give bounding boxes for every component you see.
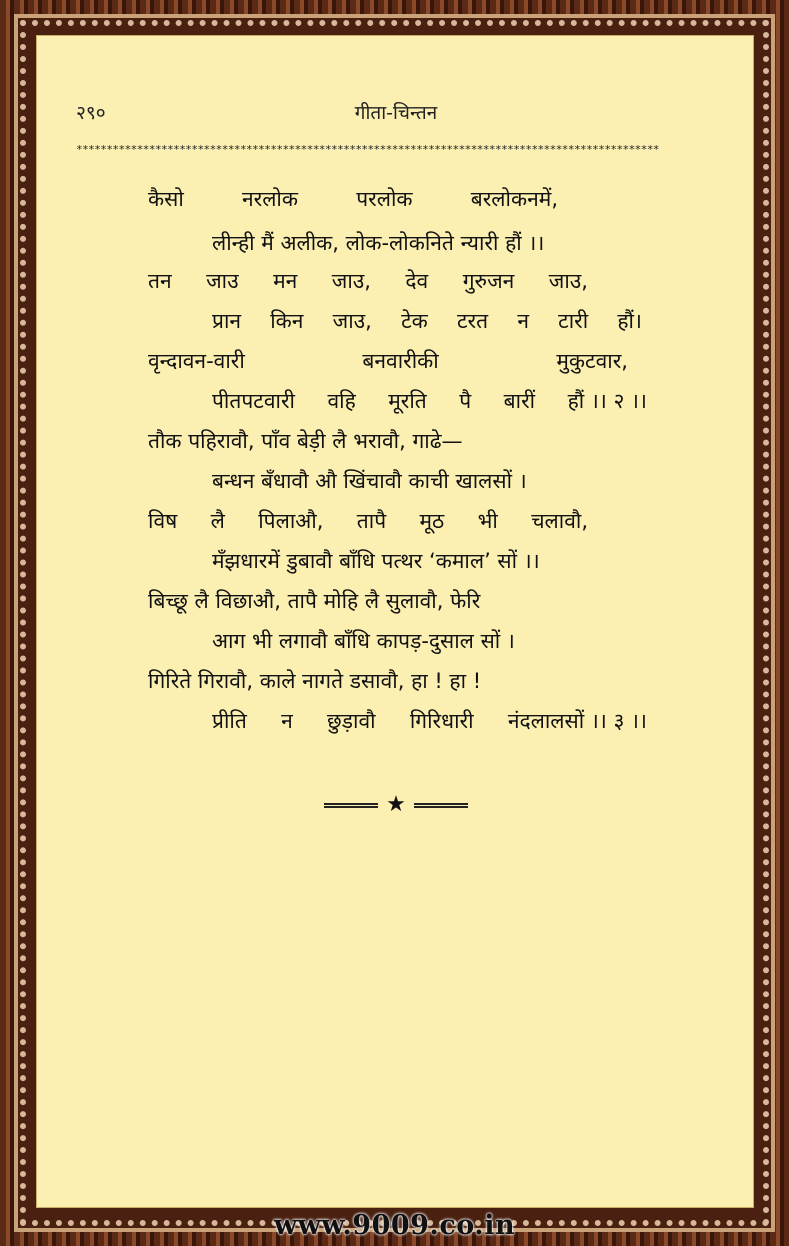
poem-word: न (281, 709, 293, 733)
poem-word: गुरुजन (462, 269, 515, 293)
poem-word: हौं। (617, 309, 642, 333)
poem-word: पीतपटवारी (212, 389, 295, 413)
poem-word: भी (477, 509, 498, 533)
website-watermark: www.9009.co.in (273, 1210, 516, 1241)
poem-word: पिलाऔ, (258, 509, 324, 533)
poem-line (148, 667, 588, 695)
poem-word: टारी (558, 309, 589, 333)
poem-word: टेक (401, 309, 428, 333)
poem-word: वहि (327, 389, 356, 413)
poem-line (212, 707, 647, 735)
poem-word: आग भी लगावौ बाँधि कापड़-दुसाल सों । (212, 629, 515, 653)
poem-line (212, 627, 642, 655)
poem-word: जाउ, (331, 269, 371, 293)
poem-word: हौं ।। २ ।। (567, 389, 647, 413)
poem-word: बन्धन बँधावौ औ खिंचावौ काची खालसों । (212, 469, 527, 493)
poem-word: प्रान (212, 309, 242, 333)
poem-word: मन (273, 269, 298, 293)
poem-line (148, 507, 588, 535)
poem-line (148, 427, 608, 455)
poem-word: जाउ (206, 269, 239, 293)
poem-word: चलावौ, (531, 509, 588, 533)
poem-line (148, 185, 558, 213)
poem-word: तन (148, 269, 172, 293)
poem-word: मूरति (388, 389, 427, 413)
poem-line (212, 307, 642, 335)
poem-word: विष (148, 509, 178, 533)
poem-word: बरलोकनमें, (470, 187, 558, 211)
poem-word: छुड़ावौ (327, 709, 376, 733)
poem-word: लै (210, 509, 225, 533)
poem-word: जाउ, (548, 269, 588, 293)
section-end-ornament (316, 793, 476, 817)
header-separator: ************************************************************************************************ (76, 143, 659, 156)
poem-word: देव (405, 269, 429, 293)
page-number: २९० (76, 102, 106, 124)
poem-word: तौक पहिरावौ, पाँव बेड़ी लै भरावौ, गाढे— (148, 429, 463, 453)
poem-word: बिच्छू लै विछाऔ, तापै मोहि लै सुलावौ, फेरि (148, 589, 481, 613)
poem-word: लीन्ही मैं अलीक, लोक-लोकनिते न्यारी हौं ।। (212, 231, 545, 255)
poem-word: पै (459, 389, 472, 413)
poem-line (148, 267, 588, 295)
poem-word: मुकुटवार, (556, 349, 628, 373)
poem-word: मूठ (419, 509, 445, 533)
poem-line (212, 467, 642, 495)
poem-word: किन (270, 309, 304, 333)
ornament-rule-right (414, 803, 468, 808)
poem-word: मँझधारमें डुबावौ बाँधि पत्थर ‘कमाल’ सों ।। (212, 549, 540, 573)
poem-word: जाउ, (332, 309, 372, 333)
poem-word: बारीं (503, 389, 536, 413)
poem-word: नरलोक (241, 187, 299, 211)
poem-line (148, 587, 588, 615)
poem-word: गिरिधारी (409, 709, 474, 733)
poem-word: तापै (356, 509, 387, 533)
poem-word: वृन्दावन-वारी (148, 349, 245, 373)
poem-line (212, 229, 642, 257)
poem-line (212, 387, 647, 415)
poem-word: परलोक (356, 187, 413, 211)
poem-word: नंदलालसों ।। ३ ।। (507, 709, 647, 733)
poem-word: कैसो (148, 187, 184, 211)
poem-word: गिरिते गिरावौ, काले नागते डसावौ, हा ! हा ! (148, 669, 482, 693)
poem-word: टरत (456, 309, 489, 333)
poem-line (148, 347, 628, 375)
ornament-rule-left (324, 803, 378, 808)
poem-line (212, 547, 647, 575)
book-page (36, 35, 754, 1208)
running-title: गीता-चिन्तन (354, 102, 438, 124)
poem-word: बनवारीकी (362, 349, 439, 373)
poem-word: प्रीति (212, 709, 247, 733)
star-icon: ★ (386, 792, 406, 817)
poem-word: न (517, 309, 529, 333)
